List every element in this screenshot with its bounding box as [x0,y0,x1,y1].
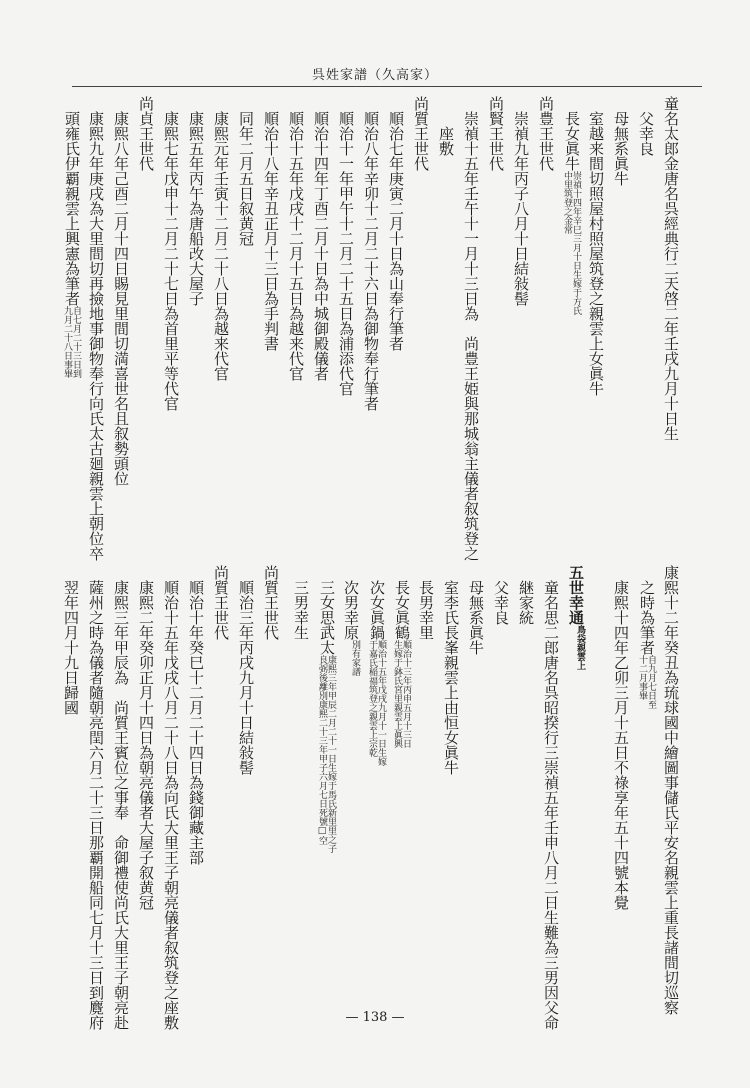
interlinear-note [367,640,385,766]
column-text: 三女思武太 [318,580,336,655]
text-column [317,580,335,853]
note-line: 自九月七日至 [646,655,656,709]
column-text: 順治十八年辛丑正月十三日為手判書 [262,111,280,351]
text-column [287,111,304,381]
column-text: 五世幸通 [567,565,585,625]
header-rule [72,86,702,87]
interlinear-note [562,171,580,315]
note-line: 別有家譜 [350,640,360,676]
text-column [442,580,459,775]
text-column [87,580,104,1030]
interlinear-note [350,640,359,676]
column-text: 次男幸原 [342,580,360,640]
column-text: 尚貞王世代 [137,96,155,171]
note-line: 順治十五年戊戌九月十一日生嫁 [376,640,386,766]
text-column [262,111,279,351]
column-text: 康熙二年癸卯正月十四日為朝亮儀者大屋子叙黄冠 [137,580,155,910]
column-text: 順治八年辛卯十二月二十六日為御物奉行筆者 [362,111,380,411]
text-column [517,580,534,625]
column-text: 順治十年癸巳十二月二十四日為錢御藏主部 [187,580,205,865]
text-column [87,111,104,561]
text-column [137,580,154,910]
interlinear-note [317,655,335,853]
text-column [337,111,354,396]
column-text: 母無系眞牛 [612,111,630,186]
text-column [562,111,580,315]
text-column [492,580,509,625]
column-text: 尚質王世代 [262,565,280,640]
note-line: 生嫁于鉢氏宮里親雲上眞興 [392,640,402,748]
column-text: 童名太郎金唐名呉經典行二天啓二年壬戌九月十日生 [662,96,680,441]
text-column [112,580,129,1030]
column-text: 之時為筆者 [638,580,656,655]
text-column [362,111,379,411]
text-column [512,111,529,306]
text-column [462,111,479,561]
text-column [162,111,179,411]
text-column [437,126,454,156]
interlinear-note [575,625,584,670]
text-column [212,565,229,640]
note-line: 十二月事畢 [637,655,647,700]
text-column [387,111,404,351]
column-text: 尚賢王世代 [487,96,505,171]
column-text: 父幸良 [492,580,510,625]
column-text: 童名思二郎唐名呉昭揆行三崇禎五年壬申八月二日生難為三男因父命 [542,580,560,1030]
column-text: 康熙九年庚戌為大里間切再撿地事御物奉行向氏太古廻親雲上朝位卒 [87,111,105,561]
text-column [542,580,559,1030]
text-column [312,111,329,381]
text-column [62,111,80,378]
text-column [212,111,229,381]
text-column [292,580,309,640]
note-line: 康熙三年甲辰二月二十一日生嫁于馬氏新里里之子 [326,655,336,853]
text-column [62,580,79,715]
column-text: 順治七年庚寅二月十日為山奉行筆者 [387,111,405,351]
text-column [612,580,629,910]
column-text: 康熙五年丙午為唐船改大屋子 [187,111,205,306]
text-column [662,565,679,1015]
interlinear-note [62,306,80,378]
column-text: 室李氏長峯親雲上由恒女眞牛 [442,580,460,775]
column-text: 順治十一年甲午十二月二十五日為浦添代官 [337,111,355,396]
text-column [262,565,279,640]
column-text: 康熙十四年乙卯三月十五日不祿享年五十四號本覺 [612,580,630,910]
page-number: — 138 — [345,1010,405,1025]
column-text: 室越来間切照屋村照屋筑登之親雲上女眞牛 [587,111,605,396]
text-column [342,580,359,676]
text-column [567,565,584,670]
text-column [162,580,179,1030]
text-column [587,111,604,396]
column-text: 継家統 [517,580,535,625]
column-text: 崇禎九年丙子八月十日結敍髻 [512,111,530,306]
column-text: 順治三年丙戌九月十日結敍髻 [237,580,255,775]
column-text: 康熙三年甲辰為 尚質王賓位之事奉 命御禮使尚氏大里王子朝亮赴 [112,580,130,1030]
text-column [112,111,129,486]
interlinear-note [392,640,410,748]
column-text: 康熙十二年癸丑為琉球國中繪圖事儲氏平安名親雲上重長諸間切巡察 [662,565,680,1015]
column-text: 座敷 [437,126,455,156]
column-text: 同年二月五日叙黄冠 [237,111,255,246]
text-column [237,111,254,246]
column-text: 順治十五年戊戌十二月十五日為越来代官 [287,111,305,381]
column-text: 頭雍氏伊覇親雲上興憲為筆者 [63,111,81,306]
text-column [367,580,385,766]
text-column [187,111,204,306]
text-column [392,580,410,748]
column-text: 康熙八年己酉二月十四日賜見里間切満喜世名且叙勢頭位 [112,111,130,486]
column-text: 翌年四月十九日歸國 [62,580,80,715]
note-line: 良弼後離別康熙二十三年甲子六月七日死號□空 [317,655,327,845]
column-text: 尚豊王世代 [537,96,555,171]
text-column [187,580,204,865]
column-text: 三男幸生 [292,580,310,640]
text-column [637,580,655,709]
text-column [487,96,504,171]
note-line: 九月二十八日事畢 [62,306,72,378]
note-line: 崇禎十四年辛巳三月十日生嫁于方氏 [571,171,581,315]
interlinear-note [637,655,655,709]
column-text: 長女眞鶴 [393,580,411,640]
column-text: 次女眞鍋 [368,580,386,640]
column-text: 崇禎十五年壬午十一月十三日為 尚豊王姫與那城翁主儀者叙筑登之 [462,111,480,561]
text-column [467,580,484,655]
column-text: 順治十五年戊戌八月二十八日為向氏大里王子朝亮儀者叙筑登之座敷 [162,580,180,1030]
column-text: 薩州之時為儀者隨朝亮閏六月二十三日那覇開船同七月十三日到麑府 [87,580,105,1030]
column-text: 康熙七年戊申十二月二十七日為首里平等代官 [162,111,180,411]
column-text: 母無系眞牛 [467,580,485,655]
text-column [137,96,154,171]
text-column [237,580,254,775]
note-line: 于嘉氏稲福筑登之親雲上宗乾 [367,640,377,757]
column-text: 尚質王世代 [212,565,230,640]
text-column [537,96,554,171]
note-line: 自七月二十三日到 [71,306,81,378]
column-text: 長女眞牛 [563,111,581,171]
text-column [417,580,434,640]
column-text: 父幸良 [637,111,655,156]
note-line: 中里筑登之金常 [562,171,572,234]
column-text: 順治十四年丁酉二月十日為中城御殿儀者 [312,111,330,381]
text-column [612,111,629,186]
note-line: 鳥袋親雲上 [575,625,585,670]
text-column [637,111,654,156]
column-text: 長男幸里 [417,580,435,640]
text-column [662,96,679,441]
column-text: 康熙元年壬寅十二月二十八日為越来代官 [212,111,230,381]
note-line: 順治十三年丙申五月十三日 [401,640,411,748]
page-header: 呉姓家譜（久高家） [311,68,438,83]
column-text: 尚質王世代 [412,96,430,171]
text-column [412,96,429,171]
